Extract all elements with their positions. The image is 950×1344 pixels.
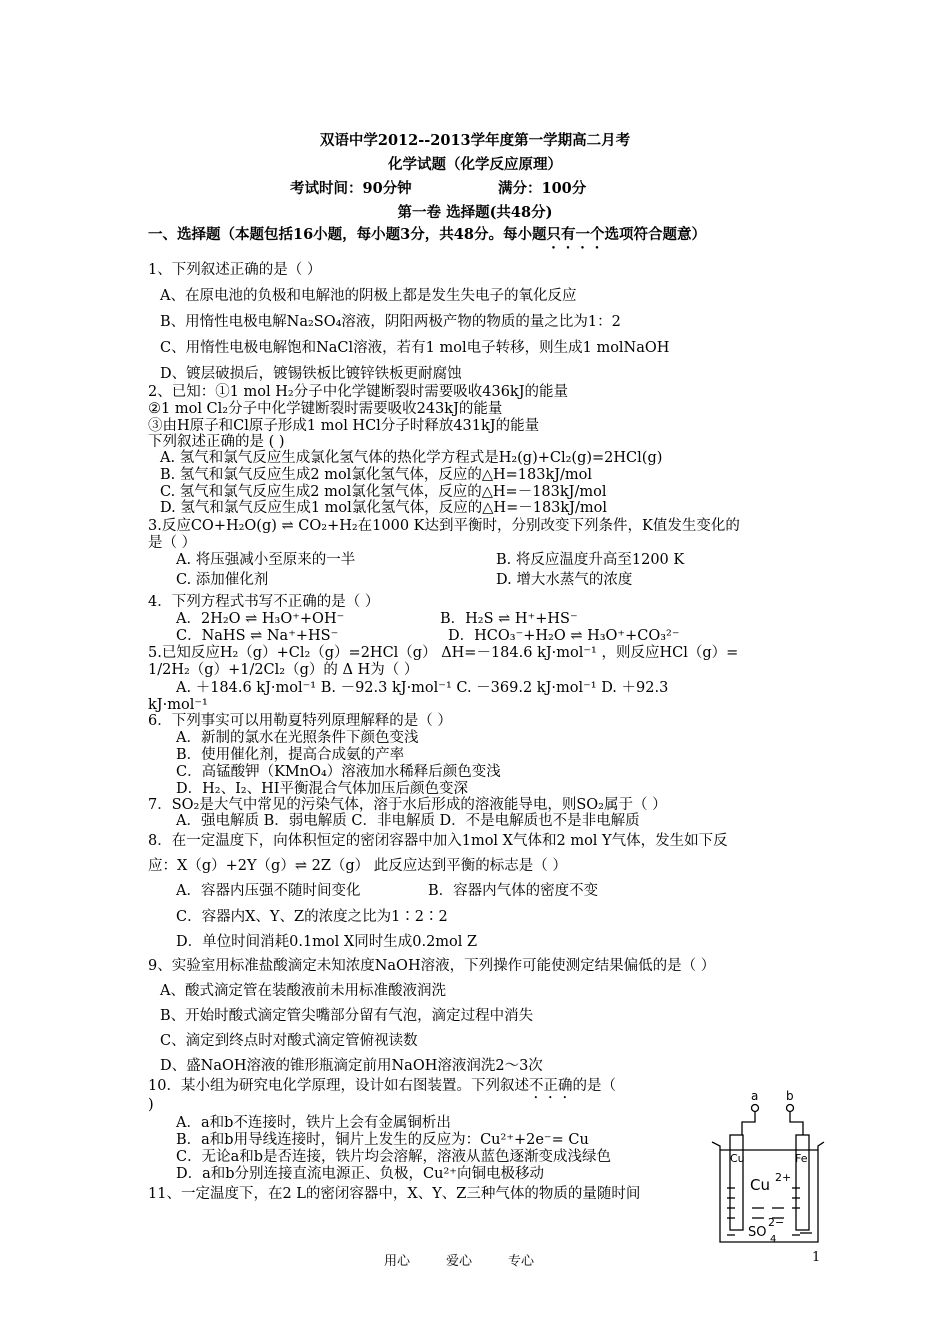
q2-option-d: D. 氢气和氯气反应生成1 mol氯化氢气体，反应的△H=－183kJ/mol <box>160 500 607 516</box>
wire-a <box>742 1112 755 1135</box>
q8-option-b: B．容器内气体的密度不变 <box>428 883 599 899</box>
footer-motto-1: 用心 <box>384 1254 411 1269</box>
q3-stem: 3.反应CO+H₂O(g) ⇌ CO₂+H₂在1000 K达到平衡时，分别改变下列条件，K值发生变化的 <box>148 518 740 534</box>
q2-option-c: C. 氢气和氯气反应生成2 mol氯化氢气体，反应的△H=－183kJ/mol <box>160 484 607 500</box>
q4-option-a: A．2H₂O ⇌ H₃O⁺+OH⁻ <box>176 611 345 627</box>
q6-option-c: C．高锰酸钾（KMnO₄）溶液加水稀释后颜色变浅 <box>176 764 501 780</box>
label-cu-electrode: Cu <box>730 1152 745 1165</box>
q9-option-b: B、开始时酸式滴定管尖嘴部分留有气泡，滴定过程中消失 <box>160 1008 534 1024</box>
q6-stem: 6．下列事实可以用勒夏特列原理解释的是（ ） <box>148 713 452 729</box>
q7-stem: 7．SO₂是大气中常见的污染气体，溶于水后形成的溶液能导电，则SO₂属于（ ） <box>148 797 667 813</box>
terminal-a <box>752 1105 759 1112</box>
q7-options: A．强电解质 B．弱电解质 C．非电解质 D．不是电解质也不是非电解质 <box>176 813 640 829</box>
copper-electrode <box>730 1135 743 1230</box>
q2-option-a: A. 氢气和氯气反应生成氯化氢气体的热化学方程式是H₂(g)+Cl₂(g)=2HCl(g) <box>160 450 663 466</box>
q10-option-d: D．a和b分别连接直流电源正、负极，Cu²⁺向铜电极移动 <box>176 1166 544 1182</box>
q10-option-b: B．a和b用导线连接时，铜片上发生的反应为：Cu²⁺+2e⁻= Cu <box>176 1132 589 1148</box>
full-score: 满分：100分 <box>498 180 587 197</box>
terminal-b <box>787 1105 794 1112</box>
q8-stem: 8．在一定温度下，向体积恒定的密闭容器中加入1mol X气体和2 mol Y气体，发生如下反 <box>148 833 728 849</box>
q10-stem: 10．某小组为研究电化学原理，设计如右图装置。下列叙述不正确的是（ <box>148 1078 616 1094</box>
q9-option-c: C、滴定到终点时对酸式滴定管俯视读数 <box>160 1033 418 1049</box>
q6-option-b: B．使用催化剂，提高合成氨的产率 <box>176 747 405 763</box>
label-cu-ion-charge: 2+ <box>775 1171 792 1184</box>
label-sulfate-charge: 2− <box>768 1216 785 1229</box>
volume-title: 第一卷 选择题(共48分) <box>397 204 553 221</box>
q5-stem-cont: 1/2H₂（g）+1/2Cl₂（g）的 Δ H为（ ） <box>148 662 419 678</box>
q10-option-a: A．a和b不连接时，铁片上会有金属铜析出 <box>176 1115 451 1131</box>
q3-option-a: A. 将压强减小至原来的一半 <box>176 552 356 568</box>
q5-stem: 5.已知反应H₂（g）+Cl₂（g）=2HCl（g） ΔH=－184.6 kJ·mol⁻¹ ，则反应HCl（g）= <box>148 645 739 661</box>
q1-option-a: A、在原电池的负极和电解池的阴极上都是发生失电子的氧化反应 <box>160 288 577 304</box>
q8-option-d: D．单位时间消耗0.1mol X同时生成0.2mol Z <box>176 934 478 950</box>
emphasis-only-one: 只有一个 <box>546 226 605 243</box>
emphasis-not-correct: 不正确 <box>528 1078 573 1094</box>
school-title: 双语中学2012--2013学年度第一学期高二月考 <box>319 132 631 149</box>
q5-options-cont: kJ·mol⁻¹ <box>148 697 208 713</box>
q8-option-a: A．容器内压强不随时间变化 <box>176 883 361 899</box>
q4-option-b: B．H₂S ⇌ H⁺+HS⁻ <box>440 611 578 627</box>
q3-option-b: B. 将反应温度升高至1200 K <box>496 552 685 568</box>
q2-line4: 下列叙述正确的是 ( ) <box>148 434 285 450</box>
q5-options: A. ＋184.6 kJ·mol⁻¹ B. －92.3 kJ·mol⁻¹ C. －369.2 kJ·mol⁻¹ D. ＋92.3 <box>176 680 669 696</box>
subject-title: 化学试题（化学反应原理） <box>388 156 562 173</box>
q2-line3: ③由H原子和Cl原子形成1 mol HCl分子时释放431kJ的能量 <box>148 418 540 434</box>
exam-time: 考试时间：90分钟 <box>290 180 412 197</box>
q11-stem: 11、一定温度下，在2 L的密闭容器中，X、Y、Z三种气体的物质的量随时间 <box>148 1186 641 1202</box>
q6-option-d: D．H₂、I₂、HI平衡混合气体加压后颜色变深 <box>176 781 468 797</box>
q10-stem-cont: ) <box>148 1097 154 1113</box>
q2-option-b: B. 氢气和氯气反应生成2 mol氯化氢气体，反应的△H=183kJ/mol <box>160 467 593 483</box>
label-a: a <box>751 1090 759 1103</box>
q9-option-d: D、盛NaOH溶液的锥形瓶滴定前用NaOH溶液润洗2～3次 <box>160 1058 543 1074</box>
label-sulfate: SO <box>748 1225 767 1240</box>
label-cu-ion: Cu <box>750 1176 770 1194</box>
footer-motto-3: 专心 <box>508 1254 535 1269</box>
iron-electrode <box>796 1135 809 1230</box>
q3-stem-cont: 是（ ） <box>148 535 197 551</box>
q8-option-c: C．容器内X、Y、Z的浓度之比为1∶2∶2 <box>176 909 448 925</box>
electrochemical-cell-diagram <box>700 1090 830 1250</box>
footer-motto-2: 爱心 <box>446 1254 473 1269</box>
q1-option-d: D、镀层破损后，镀锡铁板比镀锌铁板更耐腐蚀 <box>160 366 462 382</box>
q2-stem: 2、已知：①1 mol H₂分子中化学键断裂时需要吸收436kJ的能量 <box>148 384 569 400</box>
q9-option-a: A、酸式滴定管在装酸液前未用标准酸液润洗 <box>160 983 446 999</box>
q6-option-a: A．新制的氯水在光照条件下颜色变浅 <box>176 730 419 746</box>
q10-option-c: C．无论a和b是否连接，铁片均会溶解，溶液从蓝色逐渐变成浅绿色 <box>176 1149 612 1165</box>
label-b: b <box>786 1090 794 1103</box>
q3-option-c: C. 添加催化剂 <box>176 572 269 588</box>
q9-stem: 9、实验室用标准盐酸滴定未知浓度NaOH溶液，下列操作可能使测定结果偏低的是（ ） <box>148 958 716 974</box>
q8-stem-cont: 应：X（g）+2Y（g）⇌ 2Z（g） 此反应达到平衡的标志是（ ） <box>148 858 567 874</box>
q4-option-c: C．NaHS ⇌ Na⁺+HS⁻ <box>176 628 339 644</box>
q4-option-d: D．HCO₃⁻+H₂O ⇌ H₃O⁺+CO₃²⁻ <box>448 628 680 644</box>
q2-line2: ②1 mol Cl₂分子中化学键断裂时需要吸收243kJ的能量 <box>148 401 503 417</box>
q1-stem: 1、下列叙述正确的是（ ） <box>148 262 322 278</box>
label-fe-electrode: Fe <box>795 1152 808 1165</box>
wire-b <box>790 1112 803 1135</box>
page-number: 1 <box>812 1250 821 1265</box>
q1-option-c: C、用惰性电极电解饱和NaCl溶液，若有1 mol电子转移，则生成1 molNaOH <box>160 340 670 356</box>
label-sulfate-sub: 4 <box>770 1234 777 1245</box>
q3-option-d: D. 增大水蒸气的浓度 <box>496 572 633 588</box>
q1-option-b: B、用惰性电极电解Na₂SO₄溶液，阴阳两极产物的物质的量之比为1：2 <box>160 314 621 330</box>
q4-stem: 4．下列方程式书写不正确的是（ ） <box>148 594 380 610</box>
section-title: 一、选择题（本题包括16小题，每小题3分，共48分。每小题只有一个选项符合题意） <box>148 226 706 243</box>
